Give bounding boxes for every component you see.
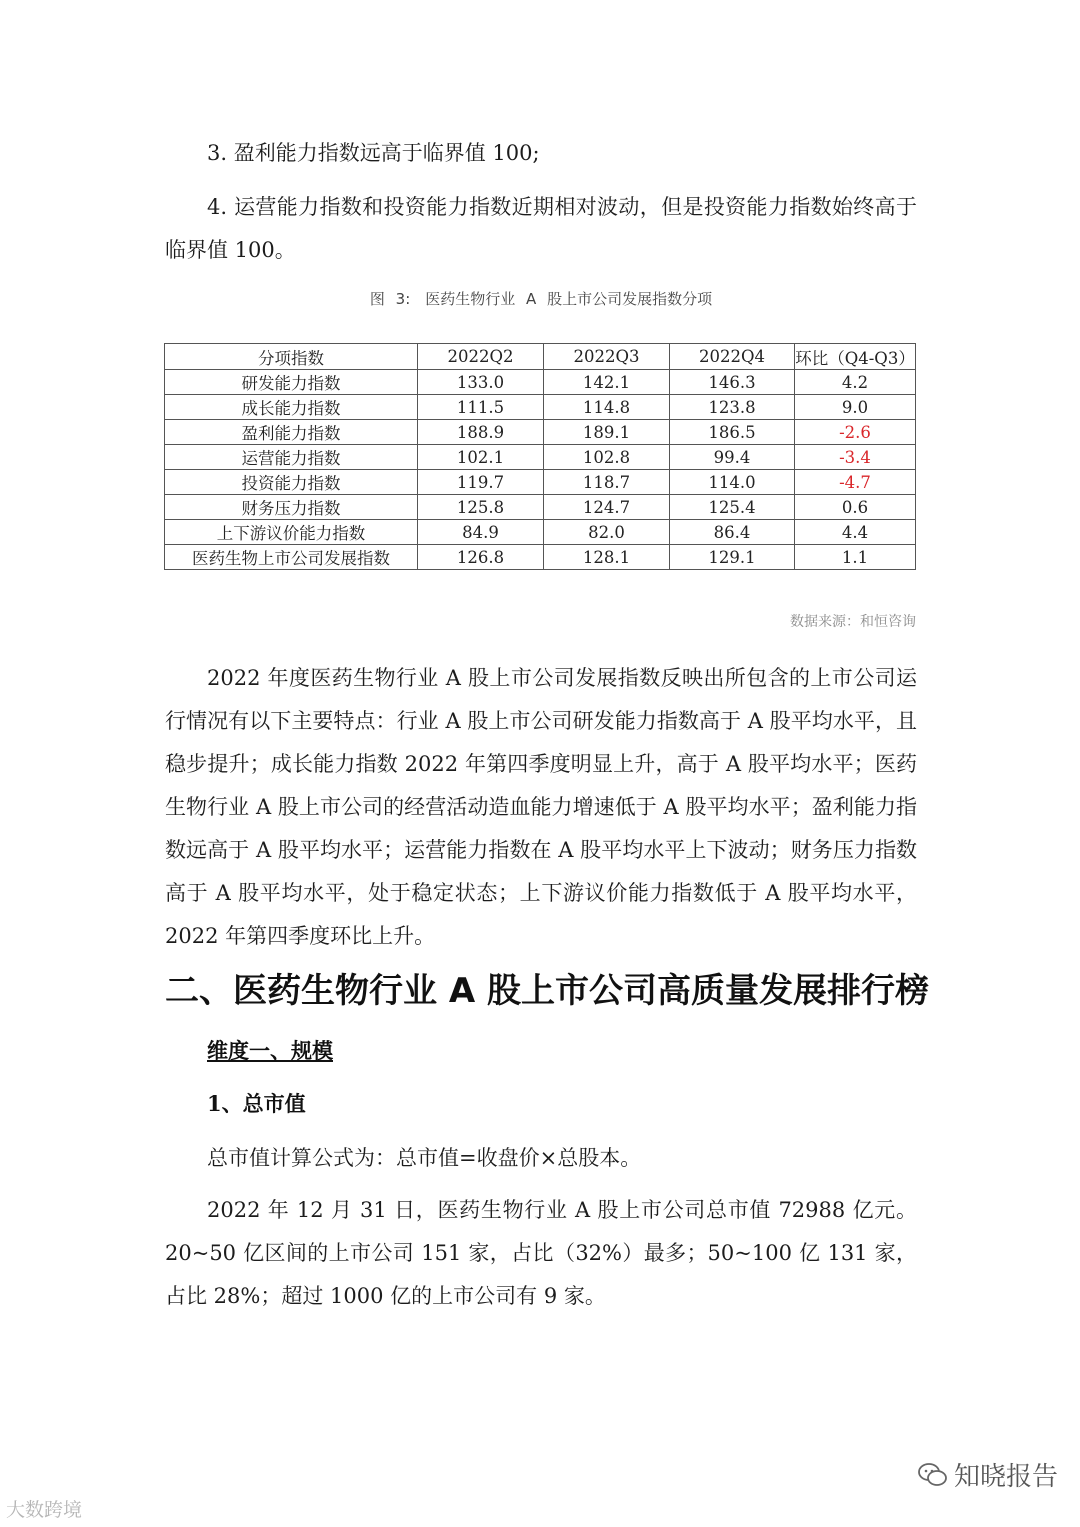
table-cell: 1.1: [795, 545, 916, 570]
table-cell: 186.5: [670, 420, 795, 445]
table-row-label: 投资能力指数: [165, 470, 418, 495]
table-row-label: 运营能力指数: [165, 445, 418, 470]
table-row: [165, 420, 916, 445]
formula-paragraph: 总市值计算公式为：总市值=收盘价×总股本。: [207, 1146, 642, 1170]
table-header-cell: 2022Q2: [418, 344, 544, 370]
figure-caption: 图 3: 医药生物行业 A 股上市公司发展指数分项: [369, 290, 713, 308]
table-cell: -2.6: [795, 420, 916, 445]
table-cell: 102.1: [418, 445, 544, 470]
table-cell: 82.0: [544, 520, 670, 545]
table-row-label: 上下游议价能力指数: [165, 520, 418, 545]
table-cell: 114.0: [670, 470, 795, 495]
table-body: [165, 370, 916, 570]
section-heading: 二、医药生物行业 A 股上市公司高质量发展排行榜: [165, 971, 929, 1011]
item-number: 1: [207, 1091, 222, 1116]
table-cell: 0.6: [795, 495, 916, 520]
table-cell: 111.5: [418, 395, 544, 420]
table-cell: 133.0: [418, 370, 544, 395]
paragraph-point-3: 3. 盈利能力指数远高于临界值 100;: [207, 141, 540, 165]
table-row: [165, 370, 916, 395]
table-row: [165, 495, 916, 520]
table-row: [165, 470, 916, 495]
table-cell: 102.8: [544, 445, 670, 470]
index-table: [164, 343, 916, 570]
table-row-label: 研发能力指数: [165, 370, 418, 395]
table-header-cell: 2022Q4: [670, 344, 795, 370]
table-cell: 188.9: [418, 420, 544, 445]
watermark-left: [6, 1495, 82, 1522]
table-cell: 124.7: [544, 495, 670, 520]
table-row-label: 盈利能力指数: [165, 420, 418, 445]
table-row: [165, 445, 916, 470]
table-cell: 125.4: [670, 495, 795, 520]
data-source-note: 数据来源：和恒咨询: [790, 614, 916, 630]
dimension-heading: 维度一、规模: [207, 1038, 333, 1063]
table-cell: 142.1: [544, 370, 670, 395]
item-heading: [207, 1088, 306, 1118]
watermark-left-text: 大数跨境: [6, 1499, 83, 1521]
paragraph-point-4: 4. 运营能力指数和投资能力指数近期相对波动，但是投资能力指数始终高于临界值 100。: [165, 195, 917, 262]
table-row-label: 医药生物上市公司发展指数: [165, 545, 418, 570]
wechat-icon: [918, 1462, 948, 1488]
table-row-label: 成长能力指数: [165, 395, 418, 420]
watermark-right-text: 知晓报告: [953, 1462, 1058, 1492]
table-row: [165, 545, 916, 570]
table-cell: 9.0: [795, 395, 916, 420]
table-cell: 119.7: [418, 470, 544, 495]
watermark-right: [918, 1456, 1058, 1493]
table-header-cell: 分项指数: [165, 344, 418, 370]
summary-paragraph: 2022 年度医药生物行业 A 股上市公司发展指数反映出所包含的上市公司运行情况有以下主要特点：行业 A 股上市公司研发能力指数高于 A 股平均水平，且稳步提升；成长能力指数 2022 年第四季度明显上升，高于 A 股平均水平；医药生物行业 A 股上市公司的经营活动造血能力增速低于 A 股平均水平；盈利能力指数远高于 A 股平均水平；运营能力指数在 A 股平均水平上下波动；财务压力指数高于 A 股平均水平，处于稳定状态；上下游议价能力指数低于 A 股平均水平，2022 年第四季度环比上升。: [165, 666, 917, 948]
table-cell: 129.1: [670, 545, 795, 570]
table-cell: 125.8: [418, 495, 544, 520]
table-cell: 123.8: [670, 395, 795, 420]
table-cell: -3.4: [795, 445, 916, 470]
table-cell: 99.4: [670, 445, 795, 470]
table-cell: 84.9: [418, 520, 544, 545]
table-cell: 128.1: [544, 545, 670, 570]
table-cell: 189.1: [544, 420, 670, 445]
table-row: [165, 395, 916, 420]
table-cell: 146.3: [670, 370, 795, 395]
table-row-label: 财务压力指数: [165, 495, 418, 520]
table-cell: -4.7: [795, 470, 916, 495]
item-title: 、总市值: [221, 1091, 306, 1116]
table-cell: 118.7: [544, 470, 670, 495]
table-cell: 4.2: [795, 370, 916, 395]
table-row: [165, 520, 916, 545]
table-header-cell: 环比（Q4-Q3）: [795, 344, 916, 370]
market-cap-paragraph: 2022 年 12 月 31 日，医药生物行业 A 股上市公司总市值 72988 亿元。20~50 亿区间的上市公司 151 家，占比（32%）最多；50~100 亿 131 家，占比 28%；超过 1000 亿的上市公司有 9 家。: [165, 1198, 917, 1308]
table-cell: 126.8: [418, 545, 544, 570]
table-cell: 86.4: [670, 520, 795, 545]
table-cell: 4.4: [795, 520, 916, 545]
table-header-cell: 2022Q3: [544, 344, 670, 370]
table-cell: 114.8: [544, 395, 670, 420]
table-header-row: [165, 344, 916, 370]
